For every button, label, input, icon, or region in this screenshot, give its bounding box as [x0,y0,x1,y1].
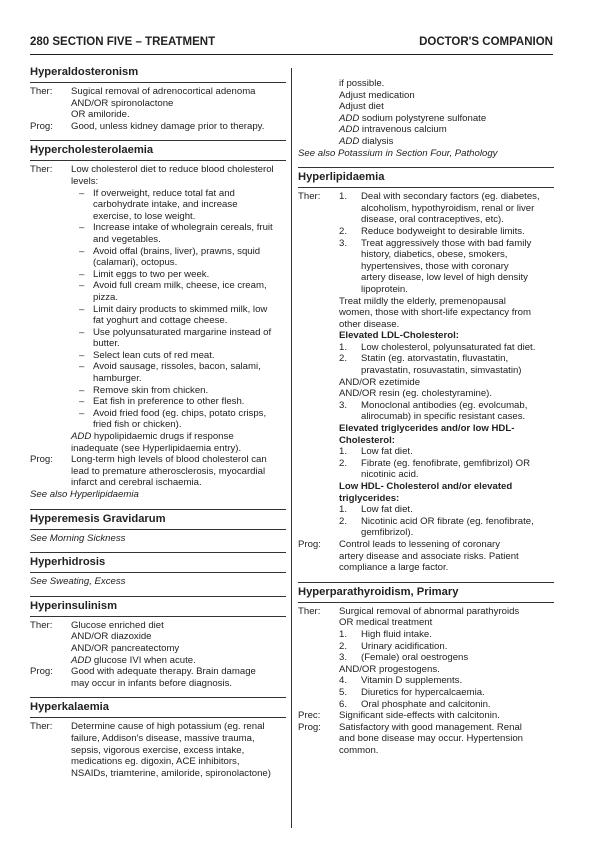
numbered-item [339,699,554,711]
text-line: High fluid intake. [361,628,432,640]
entry-hyperemesis-gravidarum [30,509,286,545]
item-number: 1. [339,628,348,640]
text-line: Low fat diet. [361,504,413,516]
entry-hyperlipidaemia [298,167,554,574]
text-line: alcoholism, hypothyroidism, renal or liver [361,202,535,214]
numbered-item [339,353,554,376]
text-line: if possible. [339,78,385,89]
diet-item [71,280,286,303]
ther-block [298,191,554,539]
item-number: 2. [339,640,348,652]
item-number: 3. [339,399,348,411]
subheading: triglycerides: [339,492,400,504]
ldl-item-3 [339,400,554,423]
entry-top-rule [30,140,286,141]
add-word: ADD [339,135,360,147]
text-line: Remove skin from chicken. [93,384,209,396]
text-line: Significant side-effects with calcitonin. [339,710,500,722]
text-line: Limit dairy products to skimmed milk, low [93,303,268,315]
page-header [30,36,553,52]
see-also-link: See also Hyperlipidaemia [30,489,139,500]
entry-title: Hyperemesis Gravidarum [30,512,166,525]
text-line: Determine cause of high potassium (eg. renal [71,721,265,733]
book-title: DOCTOR'S COMPANION [419,36,553,48]
prec-label: Prec: [298,710,321,722]
entry-hyperparathyroidism [298,582,554,757]
text-line: AND/OR resin (eg. cholestyramine). [339,388,493,400]
entry-title: Hyperkalaemia [30,701,109,714]
add-line [339,124,554,136]
numbered-item [339,400,554,423]
diet-item [71,385,286,397]
numbered-item [339,191,554,226]
dash-marker: – [79,222,85,234]
text-line: Monoclonal antibodies (eg. evolcumab, [361,399,528,411]
text-line: artery disease and associate risks. Patient [339,550,519,562]
add-word: ADD [71,654,92,666]
diet-item [71,350,286,362]
text-line: Deal with secondary factors (eg. diabetes, [361,191,540,203]
item-number: 1. [339,446,348,458]
right-column [298,78,554,764]
add-line [339,136,554,148]
entry-top-rule [30,596,286,597]
text-line: AND/OR spironolactone [71,97,174,109]
ther-block [30,86,286,121]
text-line: Long-term high levels of blood cholesterol can [71,454,267,466]
prog-block [298,722,554,757]
subheading: Low HDL- Cholesterol and/or elevated [339,481,513,492]
text-line: Reduce bodyweight to desirable limits. [361,225,525,237]
item-number: 1. [339,341,348,353]
text-line: Urinary acidification. [361,640,448,652]
text-line: infarct and cerebral ischaemia. [71,477,202,489]
text-line: If overweight, reduce total fat and [93,187,235,199]
treatment-list [339,675,554,710]
numbered-item [339,504,554,516]
text-line: fat yoghurt and cottage cheese. [93,315,228,327]
entry-top-rule [298,167,554,168]
text-line: AND/OR progestogens. [339,663,440,675]
item-number: 3. [339,237,348,249]
text-line: Avoid full cream milk, cheese, ice cream, [93,280,267,292]
text-line: AND/OR ezetimide [339,376,421,388]
text-line: women, those with short-life expectancy from [339,307,531,319]
add-word: ADD [339,112,360,124]
entry-hypercholesterolaemia [30,140,286,500]
text-line: disease, oral contraceptives, etc). [361,214,504,226]
ther-label: Ther: [30,721,53,733]
text-line: AND/OR pancreatectomy [71,642,180,654]
prog-label: Prog: [30,666,53,678]
numbered-item [339,446,554,458]
entry-top-rule [30,697,286,698]
entry-hyperkalaemia [30,697,286,779]
text-line: hamburger. [93,373,142,385]
subheading: Elevated triglycerides and/or low HDL- [339,423,515,435]
see-reference: See Morning Sickness [30,532,126,544]
text-line: other disease. [339,318,400,330]
item-number: 2. [339,353,348,365]
prog-block [30,666,286,689]
text-line: fried fish or chicken). [93,419,182,431]
text-line: Control leads to lessening of coronary [339,538,501,550]
entry-title: Hyperlipidaemia [298,171,385,184]
entry-rule [30,160,286,161]
numbered-item [339,342,554,354]
add-line [71,655,286,667]
add-text: intravenous calcium [359,124,447,136]
numbered-item [339,641,554,653]
left-column [30,66,286,787]
entry-top-rule [30,509,286,510]
text-line: history, diabetics, obese, smokers, [361,249,508,261]
page-number-section: 280 SECTION FIVE – TREATMENT [30,36,216,48]
text-line: (calamari), octopus. [93,257,178,269]
ther-label: Ther: [30,164,53,176]
add-line [339,113,554,125]
ther-label: Ther: [30,86,53,97]
add-text: dialysis [359,135,394,147]
item-number: 6. [339,698,348,710]
text-line: OR amiloride. [71,109,130,121]
text-line: compliance a large factor. [339,562,449,574]
text-line: carbohydrate intake, and increase [93,199,238,211]
prog-block [30,454,286,489]
item-number: 2. [339,225,348,237]
text-line: Sugical removal of adrenocortical adenoma [71,86,256,97]
item-number: 2. [339,515,348,527]
text-line: levels: [71,175,99,187]
text-line: Satisfactory with good management. Renal [339,721,522,733]
text-line: Treat aggressively those with bad family [361,237,532,249]
entry-rule [298,187,554,188]
add-text: hypolipidaemic drugs if response [91,431,234,443]
text-line: failure, Addison's disease, massive trauma, [71,732,255,744]
ther-block [30,721,286,779]
text-line: Vitamin D supplements. [361,675,463,687]
add-text: sodium polystyrene sulfonate [359,112,487,124]
diet-item [71,188,286,223]
entry-top-rule [298,582,554,583]
ther-block [298,606,554,710]
dash-marker: – [79,268,85,280]
dash-marker: – [79,245,85,257]
text-line: pizza. [93,291,119,303]
text-line: lead to premature atherosclerosis, myocardial [71,465,266,477]
numbered-item [339,652,554,664]
header-rule [30,54,553,55]
entry-rule [30,717,286,718]
text-line: Avoid fried food (eg. chips, potato crisps, [93,407,267,419]
text-line: inadequate (see Hyperlipidaemia entry). [71,442,242,454]
ther-label: Ther: [298,605,321,617]
dash-marker: – [79,384,85,396]
treatment-list [339,191,554,295]
text-line: Use polyunsaturated margarine instead of [93,326,272,338]
dash-marker: – [79,303,85,315]
text-line: Low cholesterol, polyunsaturated fat diet. [361,341,536,353]
text-line: may occur in infants before diagnosis. [71,677,233,689]
text-line: common. [339,744,379,756]
text-line: artery disease, low level of high density [361,272,528,284]
dash-marker: – [79,187,85,199]
prog-label: Prog: [30,454,53,466]
dash-marker: – [79,280,85,292]
entry-title: Hyperinsulinism [30,599,118,612]
text-line: (Female) oral oestrogens [361,652,469,664]
text-line: nicotinic acid. [361,469,419,481]
text-line: Treat mildly the elderly, premenopausal [339,295,506,307]
text-line: NSAIDs, triamterine, amiloride, spironolactone) [71,767,271,779]
prog-label: Prog: [30,120,53,132]
item-number: 2. [339,457,348,469]
diet-item [71,327,286,350]
subheading: Elevated LDL-Cholesterol: [339,330,459,342]
entry-rule [30,616,286,617]
text-line: Diuretics for hypercalcaemia. [361,686,485,698]
entry-hyperinsulinism [30,596,286,690]
item-number: 5. [339,686,348,698]
entry-title: Hypercholesterolaemia [30,144,154,157]
prog-block [298,539,554,574]
text-line: Increase intake of wholegrain cereals, fruit [93,222,273,234]
text-line: Low cholesterol diet to reduce blood cholesterol [71,164,274,176]
numbered-item [339,516,554,539]
see-reference: See Sweating, Excess [30,576,126,588]
numbered-item [339,687,554,699]
numbered-item [339,675,554,687]
prog-block [30,121,286,133]
text-line: Limit eggs to two per week. [93,268,210,280]
dash-marker: – [79,407,85,419]
entry-rule [30,82,286,83]
text-line: Nicotinic acid OR fibrate (eg. fenofibrate, [361,515,534,527]
add-line [71,431,286,443]
diet-list [71,188,286,431]
item-number: 4. [339,675,348,687]
add-word: ADD [339,124,360,136]
text-line: Glucose enriched diet [71,619,164,631]
text-line: gemfibrizol). [361,527,414,539]
text-line: Eat fish in preference to other flesh. [93,396,245,408]
treatment-list [339,629,554,664]
text-line: lipoprotein. [361,283,408,295]
item-number: 1. [339,191,348,203]
diet-item [71,269,286,281]
add-word: ADD [71,431,92,443]
prec-block [298,710,554,722]
diet-item [71,408,286,431]
text-line: pravastatin, rosuvastatin, simvastatin) [361,365,522,377]
text-line: Avoid offal (brains, liver), prawns, squid [93,245,261,257]
numbered-item [339,226,554,238]
diet-item [71,222,286,245]
entry-title: Hyperhidrosis [30,556,106,569]
text-line: Fibrate (eg. fenofibrate, gemfibrizol) OR [361,457,531,469]
text-line: exercise, to lose weight. [93,210,196,222]
entry-rule [298,602,554,603]
entry-rule [30,529,286,530]
ther-continued [298,78,554,148]
ther-label: Ther: [30,619,53,631]
text-line: butter. [93,338,120,350]
dash-marker: – [79,396,85,408]
diet-item [71,361,286,384]
numbered-item [339,458,554,481]
column-divider [291,68,292,828]
ther-label: Ther: [298,191,321,203]
entry-title: Hyperaldosteronism [30,66,139,78]
text-line: Low fat diet. [361,446,413,458]
entry-hyperaldosteronism [30,66,286,132]
diet-item [71,396,286,408]
ther-block [30,164,286,454]
text-line: Statin (eg. atorvastatin, fluvastatin, [361,353,509,365]
text-line: OR medical treatment [339,617,433,629]
text-line: Avoid sausage, rissoles, bacon, salami, [93,361,261,373]
entry-hyperkalaemia-continued [298,78,554,159]
entry-top-rule [30,552,286,553]
text-line: sepsis, vigorous exercise, excess intake, [71,744,245,756]
diet-item [71,304,286,327]
text-line: and bone disease may occur. Hypertension [339,733,523,745]
ther-block [30,620,286,666]
entry-rule [30,572,286,573]
text-line: Good with adequate therapy. Brain damage [71,666,256,678]
dash-marker: – [79,326,85,338]
tg-list [339,446,554,481]
entry-hyperhidrosis [30,552,286,588]
text-line: Surgical removal of abnormal parathyroids [339,605,520,617]
text-line: Adjust medication [339,89,415,101]
numbered-item [339,238,554,296]
ldl-list [339,342,554,377]
item-number: 3. [339,652,348,664]
text-line: Oral phosphate and calcitonin. [361,698,491,710]
text-line: medications eg. digoxin, ACE inhibitors, [71,756,240,768]
prog-label: Prog: [298,538,321,550]
diet-item [71,246,286,269]
subheading: Cholesterol: [339,434,395,446]
see-also-link: See also Potassium in Section Four, Pathology [298,147,498,159]
text-line: Good, unless kidney damage prior to therapy. [71,120,265,132]
text-line: Select lean cuts of red meat. [93,349,215,361]
numbered-item [339,629,554,641]
entry-title: Hyperparathyroidism, Primary [298,585,459,598]
text-line: hypertensives, those with coronary [361,260,509,272]
item-number: 1. [339,504,348,516]
lowhdl-list [339,504,554,539]
add-text: glucose IVI when acute. [91,654,196,666]
dash-marker: – [79,361,85,373]
text-line: and vegetables. [93,233,161,245]
prog-label: Prog: [298,721,321,733]
text-line: alirocumab) in specific resistant cases. [361,411,526,423]
text-line: AND/OR diazoxide [71,631,152,643]
dash-marker: – [79,349,85,361]
text-line: Adjust diet [339,101,384,113]
